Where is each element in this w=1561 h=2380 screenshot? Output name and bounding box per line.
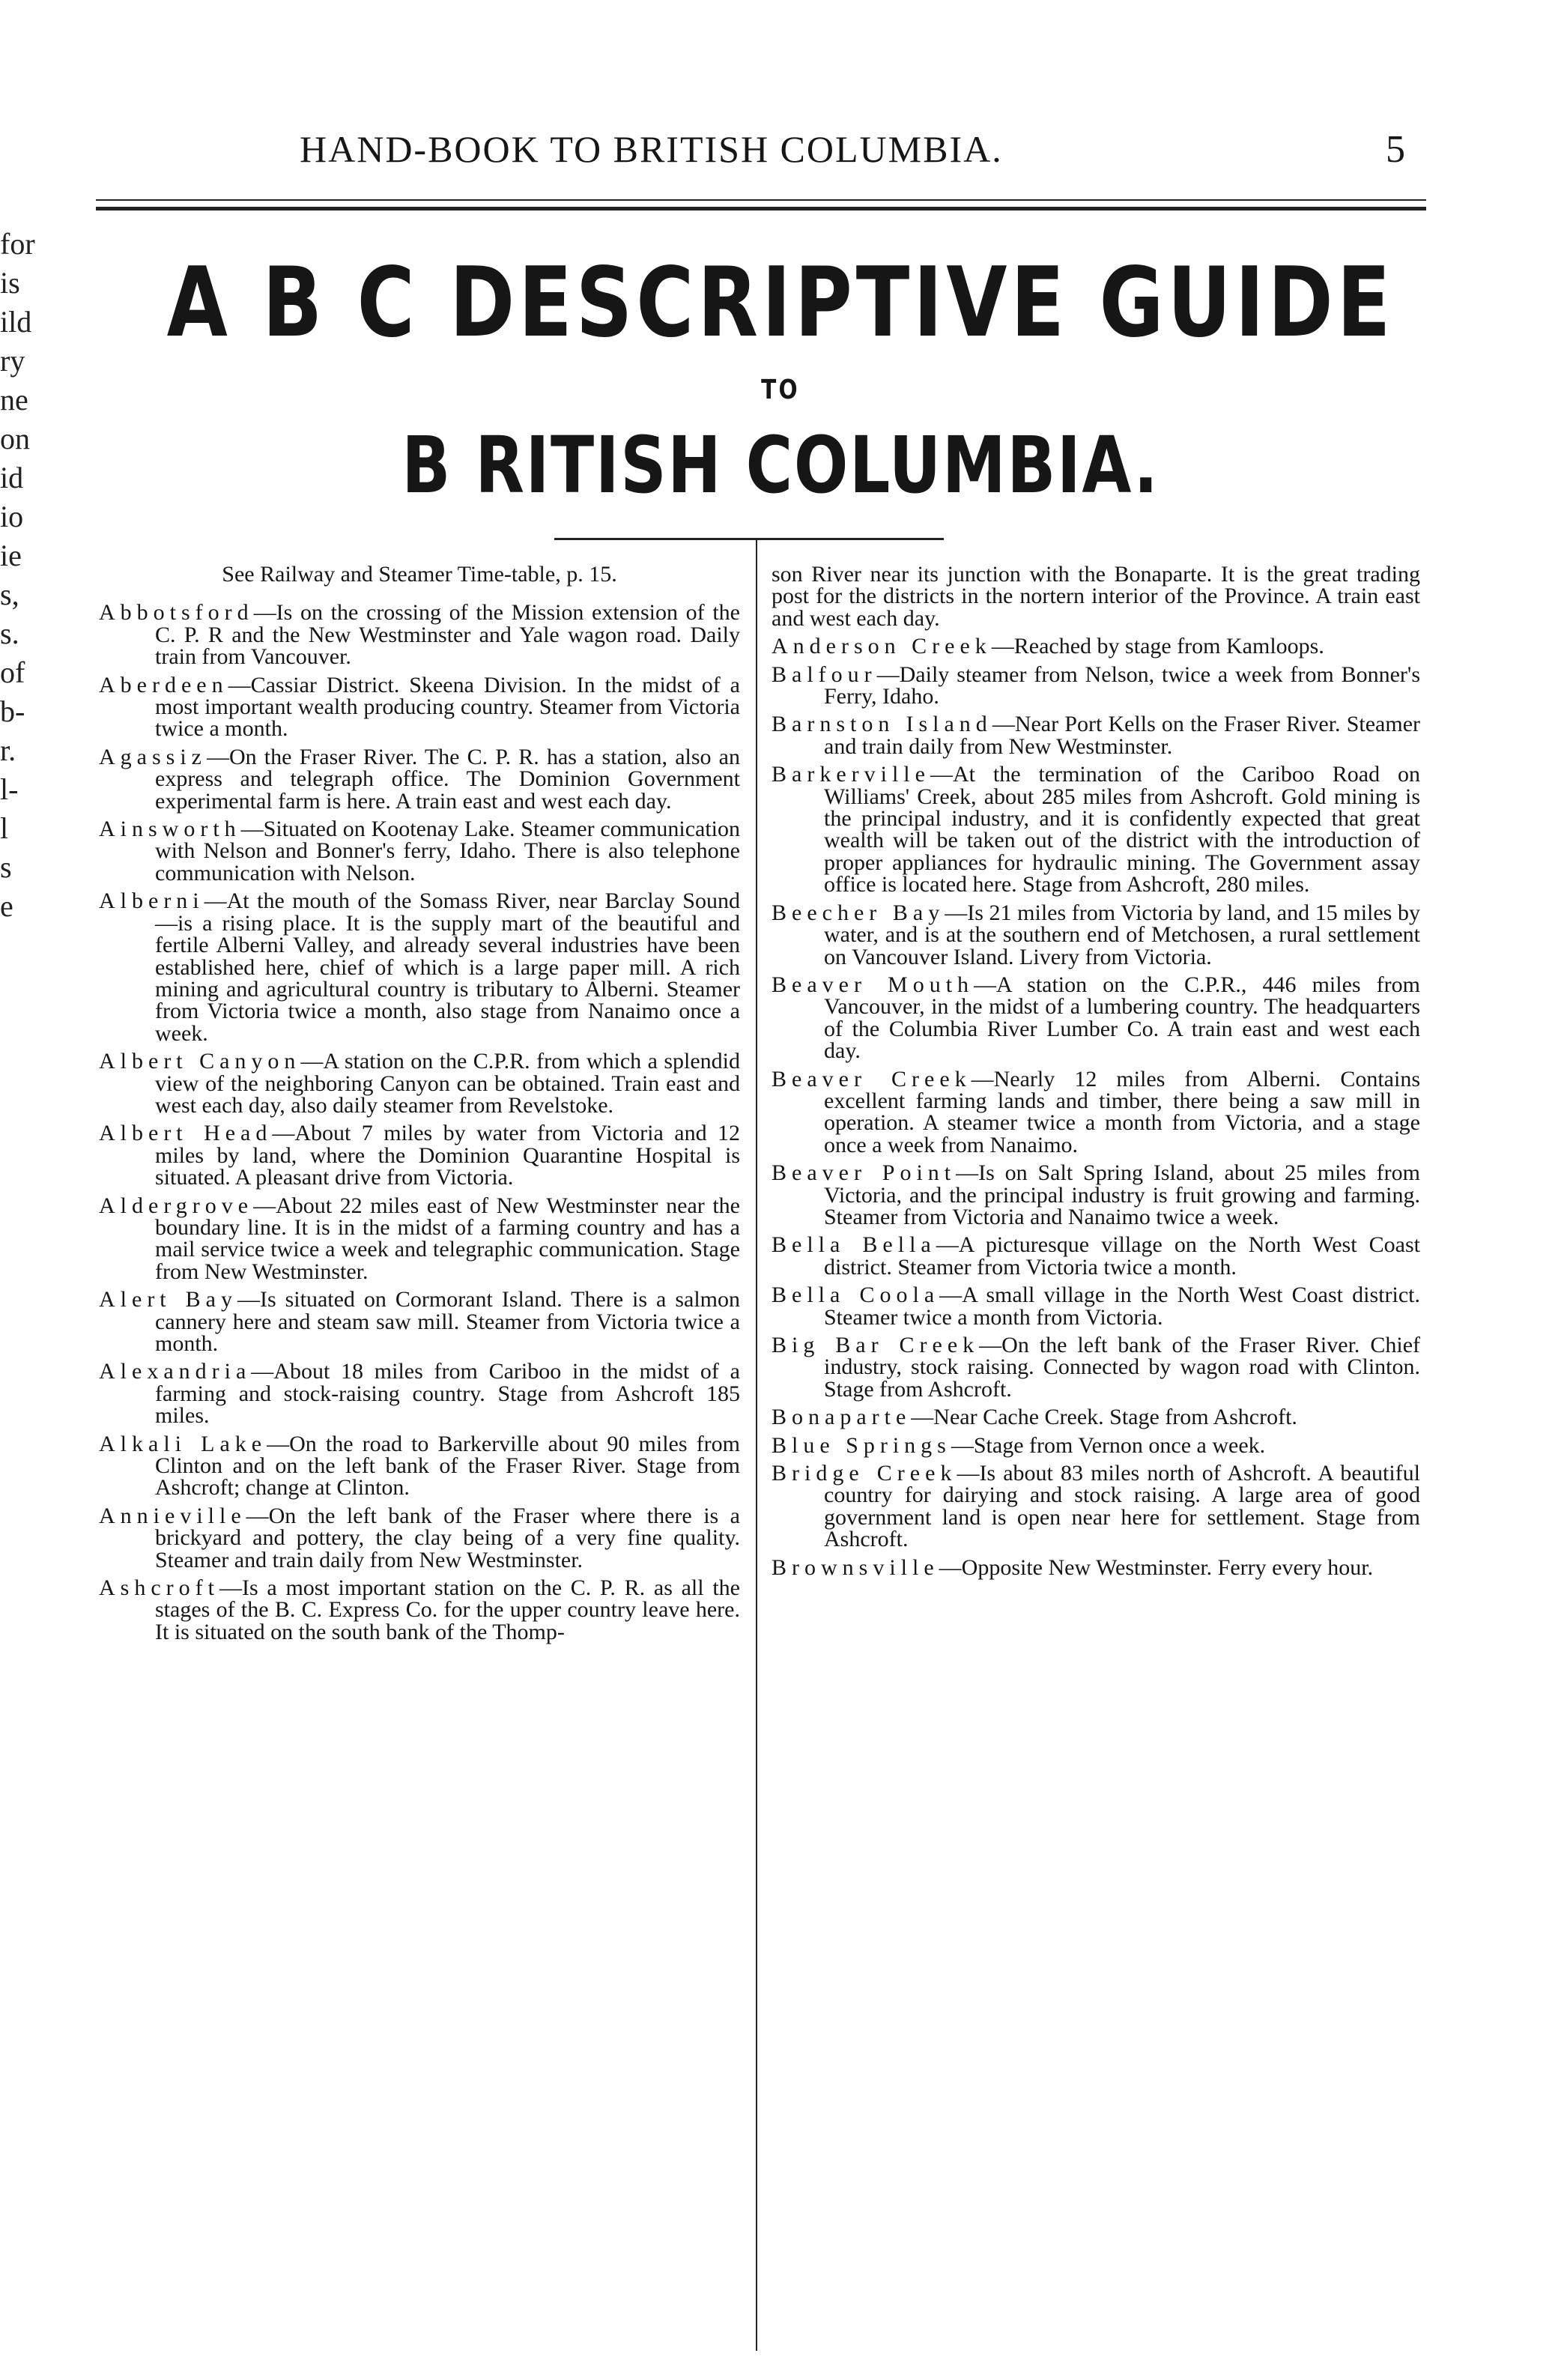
- entry-place-name: Aberdeen: [99, 672, 228, 697]
- margin-fragment: ry: [0, 344, 25, 378]
- gazetteer-entry: [772, 1234, 1420, 1278]
- entry-place-name: Albert Head: [99, 1121, 273, 1146]
- entry-description: —On the road to Barkerville about 90 miles from Clinton and on the left bank of the Fraser River. Stage from Ashcroft; change at Clinton.: [155, 1431, 740, 1501]
- margin-fragment: s,: [0, 578, 19, 611]
- entry-description: —On the left bank of the Fraser where there is a brickyard and pottery, the clay being of a very fine quality. Steamer and train daily from New Westminster.: [155, 1503, 740, 1572]
- guide-title: A B C DESCRIPTIVE GUIDE: [166, 247, 1395, 359]
- entry-place-name: Beaver Point: [772, 1160, 957, 1186]
- entry-place-name: Bonaparte: [772, 1405, 912, 1430]
- entry-place-name: Albert Canyon: [99, 1049, 301, 1074]
- entry-description: —A small village in the North West Coast district. Steamer twice a month from Victoria.: [824, 1283, 1420, 1330]
- margin-fragment: io: [0, 500, 24, 533]
- entry-place-name: Beaver Creek: [772, 1066, 972, 1091]
- entry-place-name: Ainsworth: [99, 817, 241, 842]
- entry-description: —Is on Salt Spring Island, about 25 miles from Victoria, and the principal industry is fruit growing and farming. Steamer from Victoria and Nanaimo twice a week.: [824, 1160, 1420, 1229]
- margin-fragment: s: [0, 850, 12, 884]
- entry-description: —About 18 miles from Cariboo in the midst of a farming and stock-raising country. Stage from Ashcroft 185 miles.: [155, 1359, 740, 1429]
- timetable-note: See Railway and Steamer Time-table, p. 15.: [222, 562, 617, 587]
- entry-place-name: Barnston Island: [772, 712, 992, 737]
- column-divider: [756, 538, 757, 2351]
- gazetteer-entry: [99, 1122, 740, 1188]
- gazetteer-entry: [772, 1554, 1420, 1580]
- entry-place-name: Brownsville: [772, 1554, 939, 1580]
- gazetteer-entry: [772, 1406, 1420, 1428]
- entry-description: —Situated on Kootenay Lake. Steamer communication with Nelson and Bonner's ferry, Idaho. There is also telephone communication with Nelson.: [155, 817, 740, 885]
- header-rule-thick: [96, 207, 1426, 211]
- title-rule: [554, 538, 944, 540]
- entry-description: —Near Port Kells on the Fraser River. Steamer and train daily from New Westminster.: [824, 712, 1421, 759]
- gazetteer-entry: [99, 1195, 740, 1283]
- entry-place-name: Balfour: [772, 661, 877, 687]
- entry-place-name: Agassiz: [99, 744, 207, 769]
- gazetteer-entry: [772, 635, 1420, 657]
- entry-place-name: Barkerville: [772, 762, 930, 787]
- entry-place-name: Alexandria: [99, 1359, 252, 1384]
- gazetteer-entry: [99, 1289, 740, 1354]
- entry-description: —Nearly 12 miles from Alberni. Contains excellent farming lands and timber, there being a saw mill in operation. A steamer twice a month from Victoria, and a stage once a week from Nanaimo.: [824, 1066, 1421, 1157]
- entry-description: —Cassiar District. Skeena Division. In the midst of a most important wealth producing country. Steamer from Victoria twice a month.: [155, 672, 740, 742]
- left-column: [99, 563, 740, 1649]
- gazetteer-entry: [772, 1334, 1420, 1400]
- margin-fragment: for: [0, 227, 35, 261]
- entry-description: —At the mouth of the Somass River, near Barclay Sound—is a rising place. It is the supply mart of the beautiful and fertile Alberni Valley, and already several industries have been established here, chief of which is a large paper mill. A rich mining and agricultural country is tributary to Alberni. Steamer from Victoria twice a month, also stage from Nanaimo once a week.: [155, 888, 740, 1046]
- entry-place-name: Alkali Lake: [99, 1431, 267, 1456]
- gazetteer-entry: [772, 974, 1420, 1062]
- entry-description: —Is 21 miles from Victoria by land, and 15 miles by water, and is at the southern end of Metchosen, a rural settlement on Vancouver Island. Livery from Victoria.: [824, 900, 1420, 969]
- guide-title-connector: TO: [761, 375, 800, 405]
- gazetteer-entry: [772, 1284, 1420, 1328]
- margin-fragment: l: [0, 811, 9, 845]
- gazetteer-entry: [772, 1432, 1420, 1458]
- entry-description: —Is on the crossing of the Mission extension of the C. P. R and the New Westminster and Yale wagon road. Daily train from Vancouver.: [155, 600, 740, 670]
- margin-fragment: b-: [0, 694, 25, 728]
- gazetteer-entry: [772, 661, 1420, 709]
- entry-description: —Near Cache Creek. Stage from Ashcroft.: [911, 1405, 1297, 1430]
- page-number: 5: [1386, 128, 1405, 171]
- margin-fragment: on: [0, 422, 30, 455]
- entry-place-name: Alberni: [99, 888, 204, 914]
- gazetteer-entry: [772, 1068, 1420, 1157]
- right-column: [772, 563, 1420, 1584]
- entry-description: —Is about 83 miles north of Ashcroft. A beautiful country for dairying and stock raising. A large area of good government land is open near here for settlement. Stage from Ashcroft.: [824, 1461, 1421, 1552]
- gazetteer-entry: [772, 713, 1420, 757]
- entry-description: —Stage from Vernon once a week.: [951, 1432, 1266, 1458]
- entry-place-name: Abbotsford: [99, 600, 254, 626]
- margin-fragment: r.: [0, 733, 16, 767]
- header-rule-thin: [96, 199, 1426, 201]
- entry-description: —Opposite New Westminster. Ferry every hour.: [939, 1554, 1374, 1580]
- entry-description: —Is a most important station on the C. P. R. as all the stages of the B. C. Express Co. for the upper country leave here. It is situated on the south bank of the Thomp-: [155, 1575, 740, 1644]
- entry-place-name: Annieville: [99, 1503, 246, 1528]
- entry-description: —A station on the C.P.R., 446 miles from Vancouver, in the midst of a lumbering country. The headquarters of the Columbia River Lumber Co. A train east and west each day.: [824, 972, 1420, 1064]
- entry-place-name: Bella Bella: [772, 1232, 936, 1258]
- gazetteer-entry: [99, 1359, 740, 1429]
- gazetteer-entry: [99, 746, 740, 812]
- entry-continuation: son River near its junction with the Bonaparte. It is the great trading post for the districts in the nortern interior of the Province. A train east and west each day.: [772, 562, 1420, 631]
- entry-description: —About 22 miles east of New Westminster near the boundary line. It is in the midst of a farming country and has a mail service twice a week and telegraphic communication. Stage from New Westminster.: [155, 1193, 740, 1284]
- gazetteer-entry: [99, 600, 740, 670]
- entry-place-name: Anderson Creek: [772, 634, 992, 659]
- entry-description: —Reached by stage from Kamloops.: [991, 634, 1324, 659]
- gazetteer-entry: [772, 1462, 1420, 1551]
- margin-fragment: ild: [0, 305, 32, 339]
- margin-fragment: id: [0, 461, 24, 494]
- entry-place-name: Bridge Creek: [772, 1461, 957, 1486]
- gazetteer-entry: [99, 1433, 740, 1499]
- gazetteer-entry: [772, 763, 1420, 895]
- margin-fragment: e: [0, 889, 13, 923]
- entry-place-name: Blue Springs: [772, 1432, 951, 1458]
- gazetteer-entry: [772, 1162, 1420, 1228]
- entry-description: —Daily steamer from Nelson, twice a week from Bonner's Ferry, Idaho.: [824, 661, 1420, 709]
- entry-place-name: Bella Coola: [772, 1283, 940, 1308]
- margin-fragment: ne: [0, 383, 28, 417]
- entry-description: —About 7 miles by water from Victoria and 12 miles by land, where the Dominion Quarantine Hospital is situated. A pleasant drive from Victoria.: [155, 1121, 740, 1190]
- gazetteer-entry: [99, 1505, 740, 1571]
- entry-description: —A station on the C.P.R. from which a splendid view of the neighboring Canyon can be obtained. Train east and west each day, also daily steamer from Revelstoke.: [155, 1049, 741, 1118]
- guide-subtitle: B RITISH COLUMBIA.: [401, 420, 1160, 511]
- gazetteer-entry: [99, 1577, 740, 1643]
- gazetteer-entry: [99, 1050, 740, 1116]
- margin-fragment: is: [0, 266, 20, 300]
- entry-description: —On the left bank of the Fraser River. Chief industry, stock raising. Connected by wagon road with Clinton. Stage from Ashcroft.: [824, 1333, 1420, 1402]
- gazetteer-entry: [99, 890, 740, 1044]
- gazetteer-entry: [99, 674, 740, 740]
- margin-fragment: ie: [0, 539, 22, 572]
- entry-description: —A picturesque village on the North West Coast district. Steamer from Victoria twice a month.: [824, 1232, 1420, 1280]
- entry-place-name: Aldergrove: [99, 1193, 254, 1218]
- entry-place-name: Beecher Bay: [772, 900, 945, 925]
- entry-description: —At the termination of the Cariboo Road on Williams' Creek, about 285 miles from Ashcroft. Gold mining is the principal industry, and it is confidently expected that great wealth will be taken out of the district with the introduction of proper appliances for hydraulic mining. The Government assay office is located here. Stage from Ashcroft, 280 miles.: [824, 762, 1420, 897]
- previous-page-margin-bleed: [0, 225, 52, 926]
- entry-place-name: Alert Bay: [99, 1287, 237, 1312]
- margin-fragment: of: [0, 655, 25, 689]
- running-head: HAND-BOOK TO BRITISH COLUMBIA.: [300, 128, 1003, 170]
- entry-place-name: Beaver Mouth: [772, 972, 975, 997]
- gazetteer-entry: [99, 818, 740, 884]
- margin-fragment: s.: [0, 617, 19, 650]
- entry-place-name: Ashcroft: [99, 1575, 219, 1601]
- gazetteer-entry: [772, 902, 1420, 968]
- entry-description: —On the Fraser River. The C. P. R. has a station, also an express and telegraph office. The Dominion Government experimental farm is here. A train east and west each day.: [155, 744, 740, 814]
- margin-fragment: l-: [0, 772, 19, 806]
- entry-place-name: Big Bar Creek: [772, 1333, 980, 1357]
- entry-description: —Is situated on Cormorant Island. There is a salmon cannery here and steam saw mill. Steamer from Victoria twice a month.: [155, 1287, 740, 1356]
